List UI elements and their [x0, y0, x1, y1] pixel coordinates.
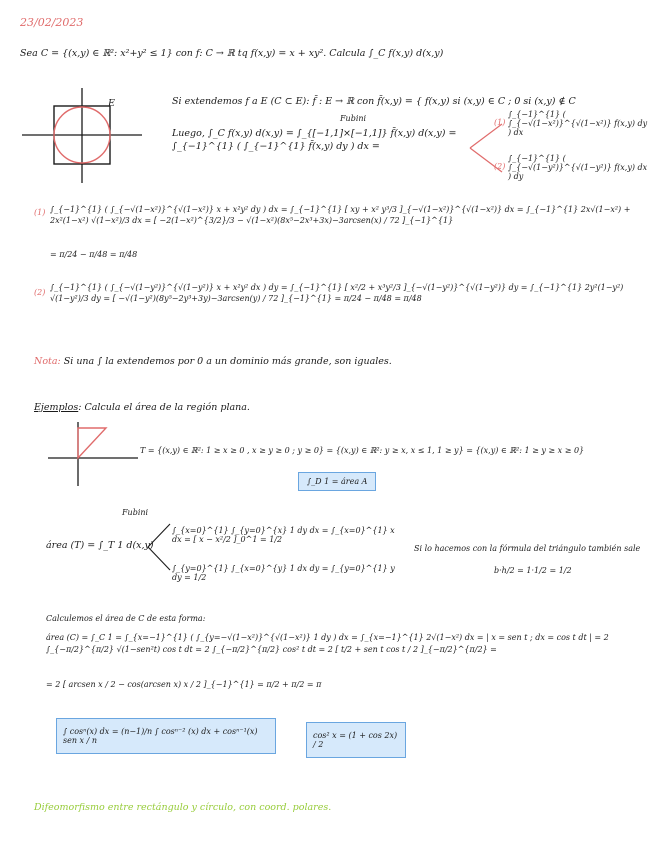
- branch2-label: (2): [494, 162, 506, 171]
- example-title-rest: : Calcula el área de la región plana.: [78, 402, 250, 413]
- date-heading: 23/02/2023: [20, 16, 84, 29]
- calc2-line: ∫_{−1}^{1} ( ∫_{−√(1−y²)}^{√(1−y²)} x + x²y² dx ) dy = ∫_{−1}^{1} [ x²/2 + x³y²/3 ]_{−√(1−y²)}^{√(1−y²)} dy = ∫_{−1}^{1} 2y²(1−y²) √(1−y²)/3 dy = [ −√(1−y²)(8y⁵−2y³+3y)−3arcsen(y) / 72 ]_{−1}^{1} = π/24 − π/48 = π/48: [50, 283, 624, 304]
- fubini-tag-2: Fubini: [122, 508, 149, 517]
- triangle-formula: b·h/2 = 1·1/2 = 1/2: [494, 566, 572, 575]
- calc1-result: = π/24 − π/48 = π/48: [50, 250, 138, 259]
- circle-area-intro: Calculemos el área de C de esta forma:: [46, 614, 206, 623]
- calc1-label: (1): [34, 208, 46, 217]
- footer-note: Difeomorfismo entre rectángulo y círculo, con coord. polares.: [34, 802, 332, 813]
- set-e-label: E: [108, 98, 115, 109]
- triangle-sketch: [48, 418, 138, 488]
- extension-integral: Luego, ∫_C f(x,y) d(x,y) = ∫_{[−1,1]×[−1,1]} f̄(x,y) d(x,y) = ∫_{−1}^{1} ( ∫_{−1}^{1} f̄(x,y) dy ) dx =: [172, 128, 457, 152]
- area-t-dxdy: ∫_{y=0}^{1} ∫_{x=0}^{y} 1 dx dy = ∫_{y=0}^{1} y dy = 1/2: [172, 564, 395, 582]
- circle-area-line1: área (C) = ∫_C 1 = ∫_{x=−1}^{1} ( ∫_{y=−√(1−x²)}^{√(1−x²)} 1 dy ) dx = ∫_{x=−1}^{1} 2√(1−x²) dx = | x = sen t ; dx = cos t dt | = 2 ∫_{−π/2}^{π/2} √(1−sen²t) cos t dt = 2 ∫_{−π/2}^{π/2} cos² t dt = 2 [ t/2 + sen t cos t / 2 ]_{−π/2}^{π/2} =: [46, 633, 609, 654]
- example-heading: [34, 402, 250, 413]
- example-title: Ejemplos: [34, 402, 79, 413]
- problem-statement: Sea C = {(x,y) ∈ ℝ²: x²+y² ≤ 1} con f: C → ℝ tq f(x,y) = x + xy². Calcula ∫_C f(x,y) d(x,y): [20, 48, 444, 59]
- branch2-integral: ∫_{−1}^{1} ( ∫_{−√(1−y²)}^{√(1−y²)} f(x,y) dx ) dy: [508, 154, 648, 181]
- branch1-integral: ∫_{−1}^{1} ( ∫_{−√(1−x²)}^{√(1−x²)} f(x,y) dy ) dx: [508, 110, 648, 137]
- calc2-label: (2): [34, 288, 46, 297]
- cos-squared-identity-box: cos² x = (1 + cos 2x) / 2: [306, 722, 406, 758]
- region-definition: T = {(x,y) ∈ ℝ²: 1 ≥ x ≥ 0 , x ≥ y ≥ 0 ; y ≥ 0} = {(x,y) ∈ ℝ²: y ≥ x, x ≤ 1, 1 ≥ y} = {(x,y) ∈ ℝ²: 1 ≥ y ≥ x ≥ 0}: [140, 446, 585, 455]
- fubini-tag-1: Fubini: [340, 114, 367, 123]
- branch1-label: (1): [494, 118, 506, 127]
- reduction-formula-box: ∫ cosⁿ(x) dx = (n−1)/n ∫ cosⁿ⁻² (x) dx + cosⁿ⁻¹(x) sen x / n: [56, 718, 276, 754]
- note-text: Si una ∫ la extendemos por 0 a un dominio más grande, son iguales.: [63, 356, 392, 367]
- calc1-line: ∫_{−1}^{1} ( ∫_{−√(1−x²)}^{√(1−x²)} x + x²y² dy ) dx = ∫_{−1}^{1} [ xy + x² y³/3 ]_{−√(1−x²)}^{√(1−x²)} dx = ∫_{−1}^{1} 2x√(1−x²) + 2x²(1−x²) √(1−x²)/3 dx = [ −2(1−x²)^{3/2}/3 − √(1−x²)(8x⁵−2x³+3x)−3arcsen(x) / 72 ]_{−1}^{1}: [50, 205, 631, 226]
- note-row: [34, 356, 392, 367]
- triangle-side-note: Si lo hacemos con la fórmula del triángulo también sale: [414, 544, 641, 553]
- area-t-label: área (T) = ∫_T 1 d(x,y): [46, 540, 154, 551]
- note-label: Nota:: [34, 356, 61, 367]
- area-t-dydx: ∫_{x=0}^{1} ∫_{y=0}^{x} 1 dy dx = ∫_{x=0}^{1} x dx = [ x − x²/2 ]_0^1 = 1/2: [172, 526, 395, 544]
- area-branch-lines: [146, 520, 172, 574]
- extension-definition: Si extendemos f a E (C ⊂ E): f̄ : E → ℝ con f̄(x,y) = { f(x,y) si (x,y) ∈ C ; 0 si (x,y) ∉ C: [172, 96, 576, 107]
- square-circle-sketch: [22, 88, 142, 183]
- circle-area-line2: = 2 [ arcsen x / 2 − cos(arcsen x) x / 2 ]_{−1}^{1} = π/2 + π/2 = π: [46, 680, 322, 689]
- area-integral-box: ∫_D 1 = área A: [298, 472, 376, 491]
